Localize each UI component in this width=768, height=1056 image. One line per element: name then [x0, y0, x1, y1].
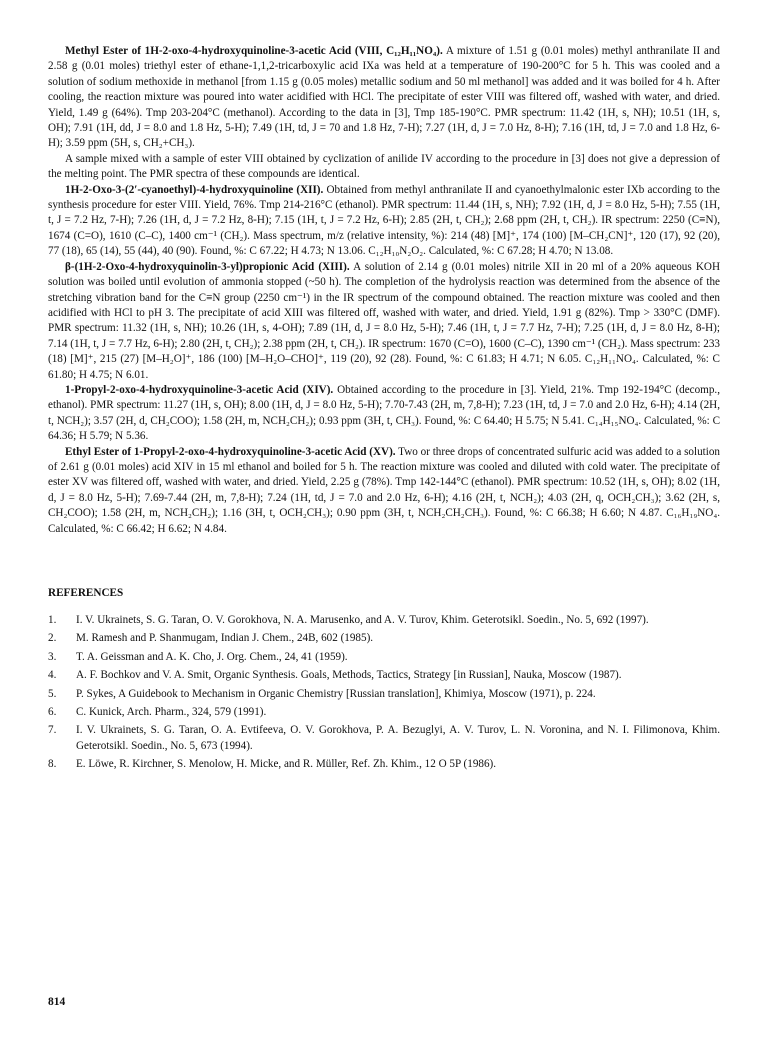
paragraph-text: A mixture of 1.51 g (0.01 moles) methyl anthranilate II and 2.58 g (0.01 moles) triethyl ester of ethane-1,1,2-tricarboxylic acid IXa was held at a temperature of 190-200°C for 5 h. This was cooled and a solution of sodium methoxide in methanol [from 1.15 g (0.05 moles) metallic sodium and 50 ml methanol] was added and it was boiled for 4 h. After cooling, the reaction mixture was poured into water acidified with HCl. The precipitate of ester VIII was filtered off, washed with water, and dried. Yield, 1.49 g (64%). Tmp 203-204°C (methanol). According to the data in [3], Tmp 185-190°C. PMR spectrum: 11.42 (1H, s, NH); 10.51 (1H, s, OH); 7.91 (1H, dd, J = 8.0 and 1.8 Hz, 5-H); 7.49 (1H, td, J = 70 and 1.8 Hz, 7-H); 7.27 (1H, d, J = 7.0 Hz, 8-H); 7.16 (1H, td, J = 7.0 and 1.8 Hz, 6-H); 3.59 ppm (5H, s, CH₂+CH₃). — [48, 45, 720, 150]
reference-item — [48, 723, 720, 754]
reference-number: 1. — [48, 614, 57, 626]
reference-number: 7. — [48, 724, 57, 737]
paragraph-text: Obtained from methyl anthranilate II and cyanoethylmalonic ester IXb according to the synthesis procedure for ester VIII. Yield, 76%. Tmp 214-216°C (ethanol). PMR spectrum: 11.44 (1H, s, NH); 7.92 (1H, d, J = 8.0 Hz, 5-H); 7.55 (1H, t, J = 7.2 Hz, 7-H); 7.26 (1H, d, J = 7.2 Hz, 8-H); 7.15 (1H, t, J = 7.2 Hz, 6-H); 2.85 (2H, t, CH₂); 2.68 ppm (2H, t, CH₂). IR spectrum: 2250 (C≡N), 1674 (C=O), 1610 (C–C), 1400 cm⁻¹ (CH₂). Mass spectrum, m/z (relative intensity, %): 214 (48) [M]⁺, 174 (100) [M–CH₂CN]⁺, 120 (17), 92 (20), 77 (18), 65 (14), 55 (44), 40 (90). Found, %: C 67.22; H 4.73; N 13.06. C₁₂H₁₀N₂O₂. Calculated, %: C 67.28; H 4.70; N 13.08. — [48, 183, 720, 258]
reference-text: M. Ramesh and P. Shanmugam, Indian J. Chem., 24B, 602 (1985). — [76, 632, 374, 645]
paragraph-text: A solution of 2.14 g (0.01 moles) nitrile XII in 20 ml of a 20% aqueous KOH solution was boiled until evolution of ammonia stopped (~50 h). The completion of the hydrolysis reaction was determined from the absence of the stretching vibration band for the C≡N group (2250 cm⁻¹) in the IR spectrum of the compound obtained. The reaction mixture was cooled and then acidified with HCl to pH 3. The precipitate of acid XIII was filtered off, washed with water, and dried. Yield, 1.91 g (82%). Tmp > 330°C (DMF). PMR spectrum: 11.32 (1H, s, NH); 10.26 (1H, s, 4-OH); 7.89 (1H, d, J = 8.0 Hz, 5-H); 7.46 (1H, t, J = 7.7 Hz, 7-H); 7.25 (1H, d, J = 8.0 Hz, 8-H); 7.14 (1H, t, J = 7.7 Hz, 6-H); 2.80 (2H, t, CH₂); 2.38 ppm (2H, t, CH₂). IR spectrum: 1670 (C=O), 1600 (C–C), 1390 cm⁻¹ (CH₂). Mass spectrum: 233 (18) [M]⁺, 215 (27) [M–H₂O]⁺, 186 (100) [M–H₂O–CHO]⁺, 119 (20), 92 (28). Found, %: C 61.83; H 4.71; N 6.05. C₁₂H₁₁NO₄. Calculated, %: C 61.80; H 4.75; N 6.01. — [48, 260, 720, 381]
page-number: 814 — [48, 996, 66, 1008]
paragraph-sample-note — [48, 152, 720, 183]
paragraph-acid-xiv — [48, 383, 720, 445]
reference-text: P. Sykes, A Guidebook to Mechanism in Organic Chemistry [Russian translation], Khimiya, Moscow (1971), p. 224. — [76, 687, 596, 700]
reference-item — [48, 668, 720, 683]
paragraph-text: Obtained according to the procedure in [3]. Yield, 21%. Tmp 192-194°C (decomp., ethanol). PMR spectrum: 11.27 (1H, s, OH); 8.00 (1H, d, J = 8.0 Hz, 5-H); 7.70-7.43 (2H, m, 7,8-H); 7.23 (1H, td, J = 7.0 and 2.0 Hz, 6-H); 4.14 (2H, t, NCH₂); 3.57 (2H, d, CH₂COO); 1.58 (2H, m, NCH₂CH₂); 0.93 ppm (3H, t, CH₃). Found, %: C 64.40; H 5.75; N 5.41. C₁₄H₁₅NO₄. Calculated, %: C 64.36; H 5.79; N 5.36. — [48, 383, 720, 443]
reference-number: 8. — [48, 758, 57, 771]
paragraph-text: A sample mixed with a sample of ester VIII obtained by cyclization of anilide IV according to the procedure in [3] does not give a depression of the melting point. The PMR spectra of these compounds are identical. — [48, 152, 720, 181]
reference-number: 3. — [48, 650, 57, 663]
compound-title: 1-Propyl-2-oxo-4-hydroxyquinoline-3-acetic Acid (XIV). — [65, 383, 334, 396]
reference-text: A. F. Bochkov and V. A. Smit, Organic Synthesis. Goals, Methods, Tactics, Strategy [in Russian], Nauka, Moscow (1987). — [76, 669, 622, 682]
reference-item — [48, 650, 720, 665]
reference-number: 2. — [48, 632, 57, 645]
reference-text: I. V. Ukrainets, S. G. Taran, O. A. Evtifeeva, O. V. Gorokhova, P. A. Bezuglyi, A. V. Turov, L. N. Voronina, and N. I. Filimonova, Khim. Geterotsikl. Soedin., No. 5, 673 (1994). — [76, 724, 720, 752]
section-spacer — [48, 537, 720, 587]
reference-item — [48, 705, 720, 720]
paragraph-acid-xiii — [48, 260, 720, 383]
reference-number: 5. — [48, 687, 57, 700]
reference-item — [48, 687, 720, 702]
references-list — [48, 613, 720, 773]
compound-title: 1H-2-Oxo-3-(2′-cyanoethyl)-4-hydroxyquinoline (XII). — [65, 183, 324, 196]
reference-text: T. A. Geissman and A. K. Cho, J. Org. Chem., 24, 41 (1959). — [76, 650, 348, 663]
paragraph-text: Two or three drops of concentrated sulfuric acid was added to a solution of 2.61 g (0.01 moles) acid XIV in 15 ml ethanol and boiled for 5 h. The reaction mixture was cooled and diluted with cold water. The precipitate of ester XV was filtered off, washed with water, and dried. Yield, 2.25 g (78%). Tmp 142-144°C (ethanol). PMR spectrum: 10.52 (1H, s, OH); 8.02 (1H, d, J = 8.0 Hz, 5-H); 7.69-7.44 (2H, m, 7,8-H); 7.24 (1H, td, J = 7.0 and 2.0 Hz, 6-H); 4.16 (2H, t, NCH₂); 4.03 (2H, q, OCH₂CH₃); 3.62 (2H, s, CH₂COO); 1.58 (2H, m, NCH₂CH₂); 1.16 (3H, t, OCH₂CH₃); 0.90 ppm (3H, t, NCH₂CH₂CH₃). Found, %: C 66.38; H 6.60; N 4.87. C₁₆H₁₉NO₄. Calculated, %: C 66.42; H 6.62; N 4.84. — [48, 445, 720, 535]
references-heading: REFERENCES — [48, 587, 124, 599]
reference-text: I. V. Ukrainets, S. G. Taran, O. V. Gorokhova, N. A. Marusenko, and A. V. Turov, Khim. Geterotsikl. Soedin., No. 5, 692 (1997). — [76, 614, 649, 626]
reference-item — [48, 757, 720, 772]
reference-text: E. Löwe, R. Kirchner, S. Menolow, H. Micke, and R. Müller, Ref. Zh. Khim., 12 O 5P (1986). — [76, 758, 497, 771]
compound-title: β-(1H-2-Oxo-4-hydroxyquinolin-3-yl)propionic Acid (XIII). — [65, 260, 350, 273]
reference-number: 6. — [48, 706, 57, 719]
page-body — [48, 44, 720, 776]
paragraph-ester-xv — [48, 445, 720, 537]
reference-text: C. Kunick, Arch. Pharm., 324, 579 (1991). — [76, 706, 267, 719]
reference-number: 4. — [48, 669, 57, 682]
paragraph-ester-viii — [48, 44, 720, 152]
reference-item — [48, 613, 720, 628]
paragraph-compound-xii — [48, 183, 720, 260]
compound-title: Methyl Ester of 1H-2-oxo-4-hydroxyquinoline-3-acetic Acid (VIII, C₁₂H₁₁NO₄). — [65, 45, 443, 57]
compound-title: Ethyl Ester of 1-Propyl-2-oxo-4-hydroxyquinoline-3-acetic Acid (XV). — [65, 445, 396, 458]
reference-item — [48, 631, 720, 646]
